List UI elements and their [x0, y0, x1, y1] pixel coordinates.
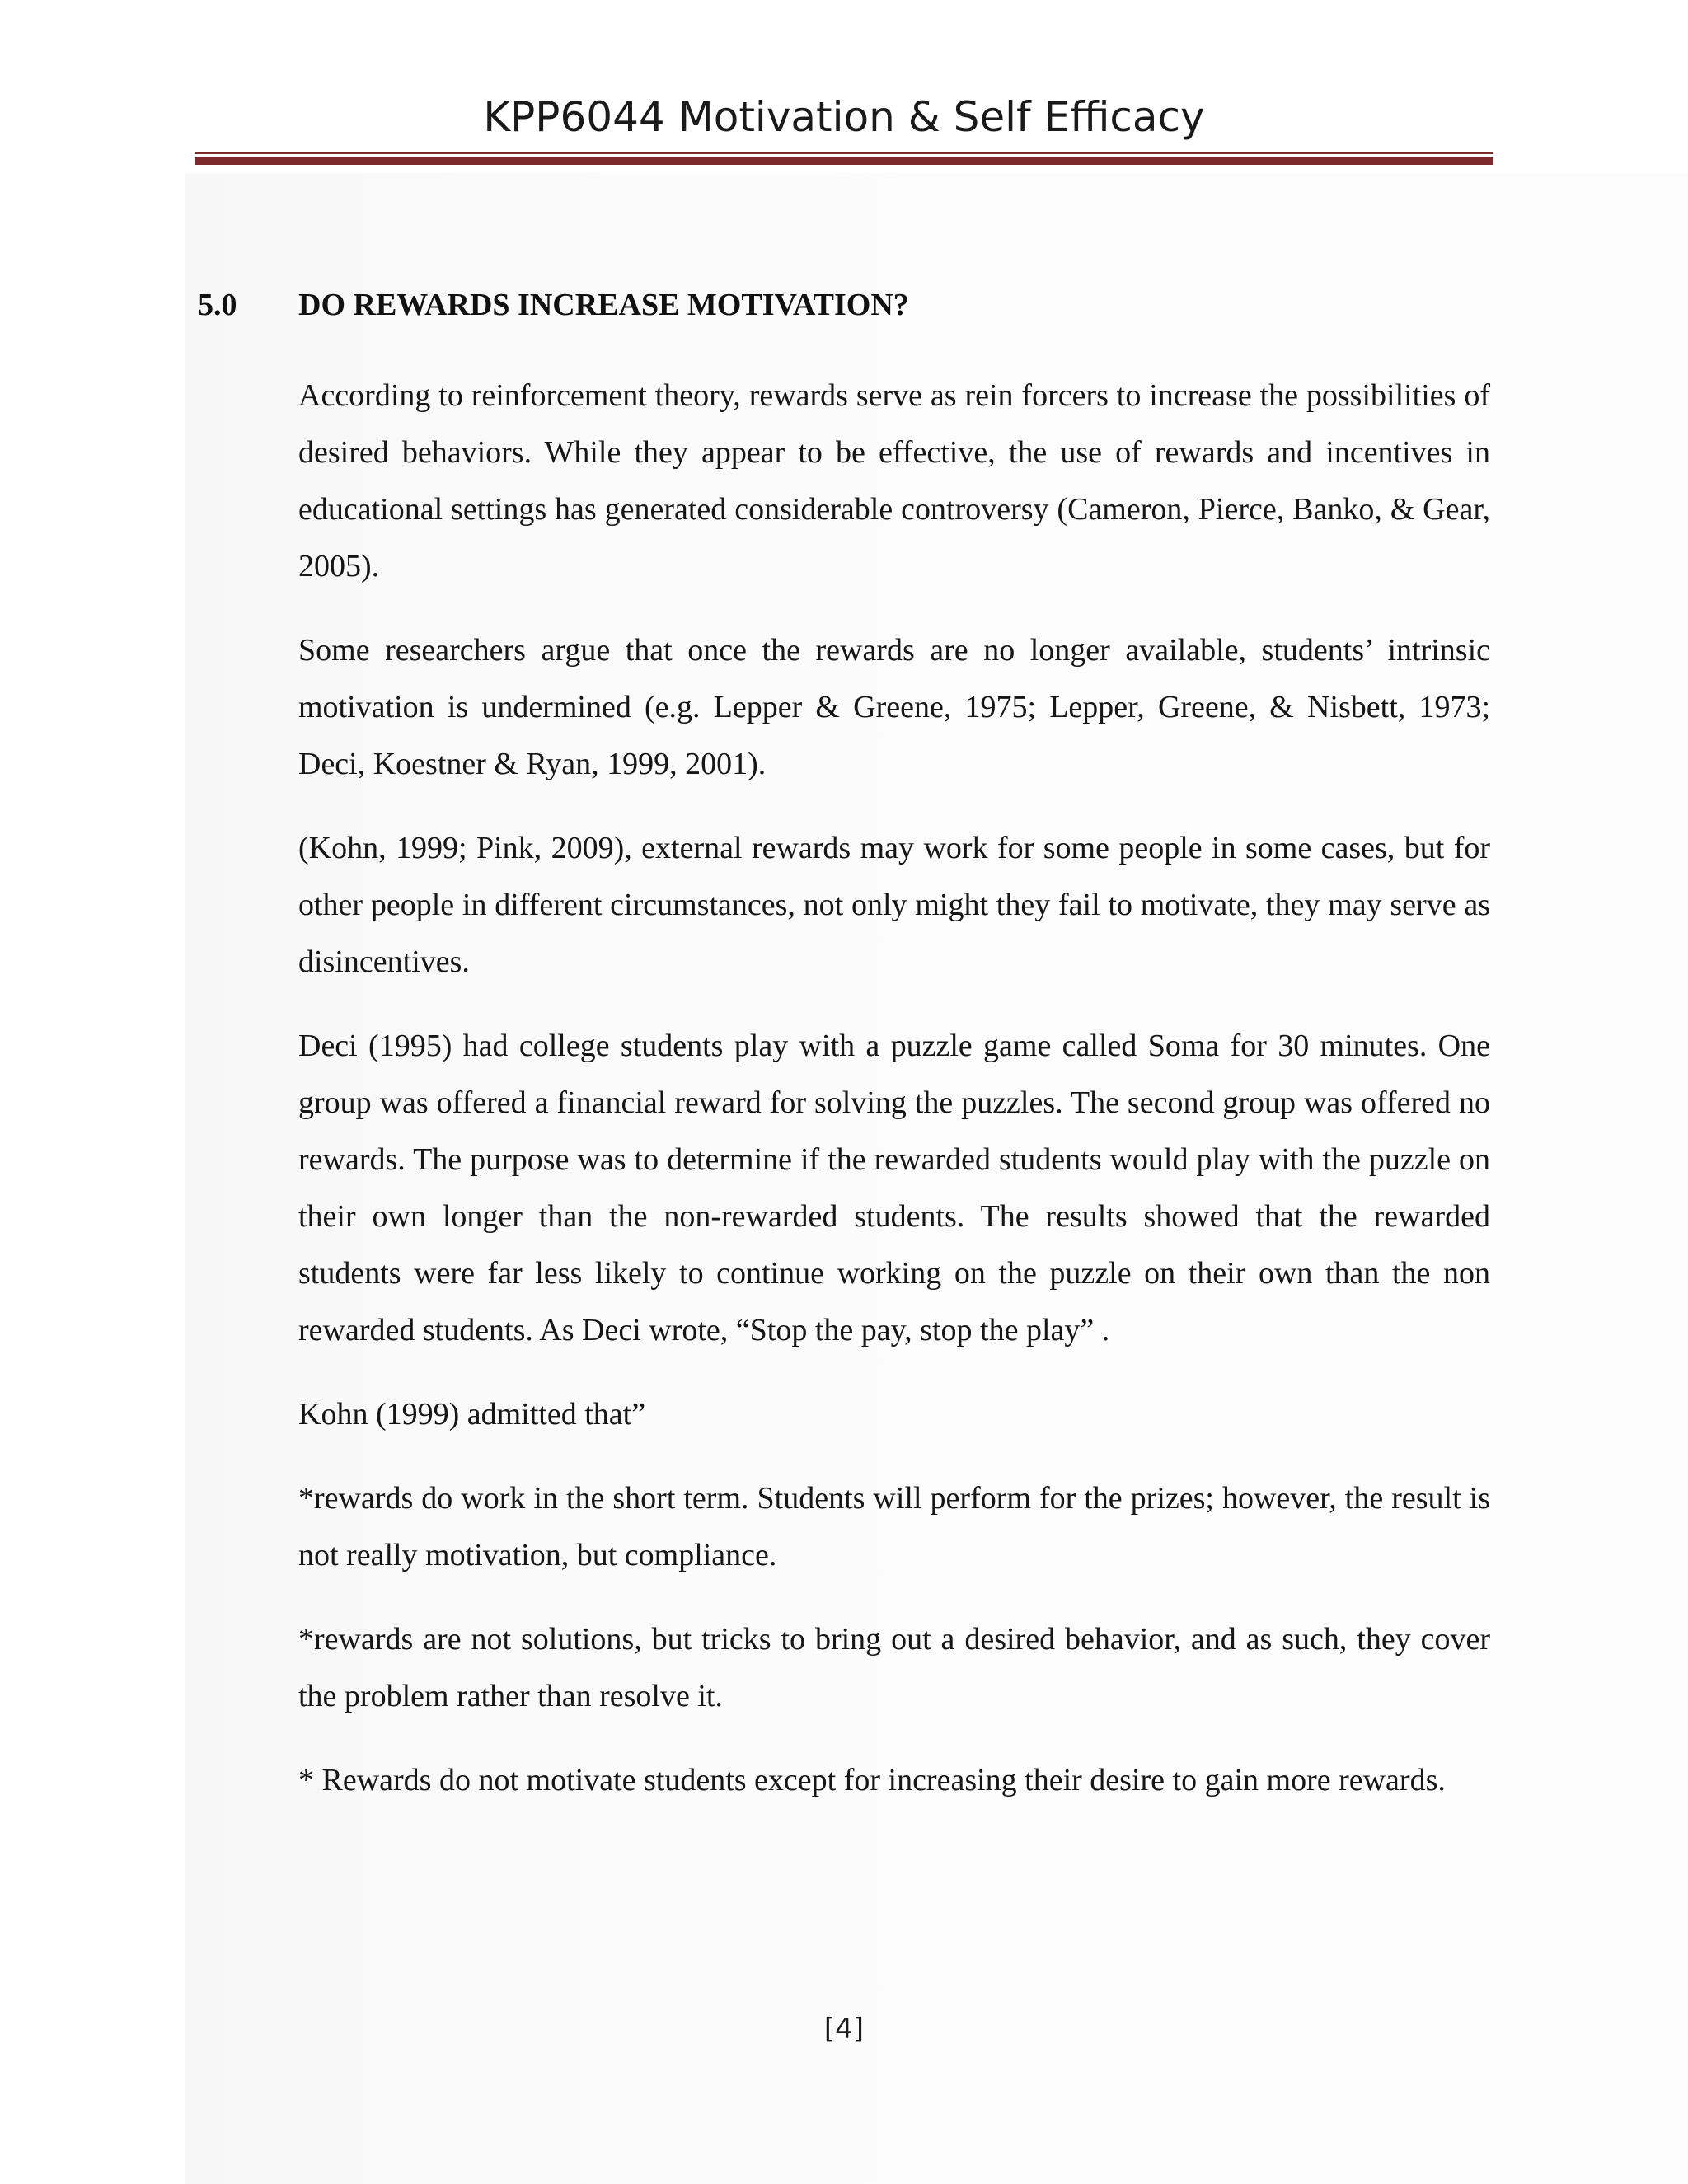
paragraph-intrinsic-motivation: Some researchers argue that once the rewards are no longer available, students’ intrinsic motivation is undermined (e.g. Lepper & Greene, 1975; Lepper, Greene, & Nisbett, 1973; Deci, Koestner & Ryan, 1999, 2001). [298, 633, 1490, 781]
body-text [298, 368, 1490, 1836]
bullet-rewards-not-solutions: *rewards are not solutions, but tricks to bring out a desired behavior, and as such, they cover the problem rather than resolve it. [298, 1622, 1490, 1713]
paragraph-kohn-pink: (Kohn, 1999; Pink, 2009), external rewards may work for some people in some cases, but for other people in different circumstances, not only might they fail to motivate, they may serve as disincentives. [298, 831, 1490, 979]
header-rule-thick [195, 157, 1493, 165]
bullet-rewards-do-not-motivate: * Rewards do not motivate students except for increasing their desire to gain more rewards. [298, 1763, 1446, 1797]
section-number: 5.0 [198, 288, 237, 322]
running-header-title: KPP6044 Motivation & Self Efficacy [483, 93, 1205, 141]
header-rule-thin [195, 152, 1493, 154]
paragraph-deci-soma-study: Deci (1995) had college students play with a puzzle game called Soma for 30 minutes. One group was offered a financial reward for solving the puzzles. The second group was offered no rewards. The purpose was to determine if the rewarded students would play with the puzzle on their own longer than the non-rewarded students. The results showed that the rewarded students were far less likely to continue working on the puzzle on their own than the non rewarded students. As Deci wrote, “Stop the pay, stop the play” . [298, 1029, 1490, 1347]
paragraph-reinforcement-theory: According to reinforcement theory, rewards serve as rein forcers to increase the possibilities of desired behaviors. While they appear to be effective, the use of rewards and incentives in educational settings has generated considerable controversy (Cameron, Pierce, Banko, & Gear, 2005). [298, 378, 1490, 583]
page-number: [4] [823, 2013, 865, 2046]
bullet-rewards-short-term: *rewards do work in the short term. Students will perform for the prizes; however, the result is not really motivation, but compliance. [298, 1481, 1490, 1572]
paragraph-kohn-admitted: Kohn (1999) admitted that” [298, 1397, 646, 1432]
section-title: DO REWARDS INCREASE MOTIVATION? [298, 288, 909, 322]
